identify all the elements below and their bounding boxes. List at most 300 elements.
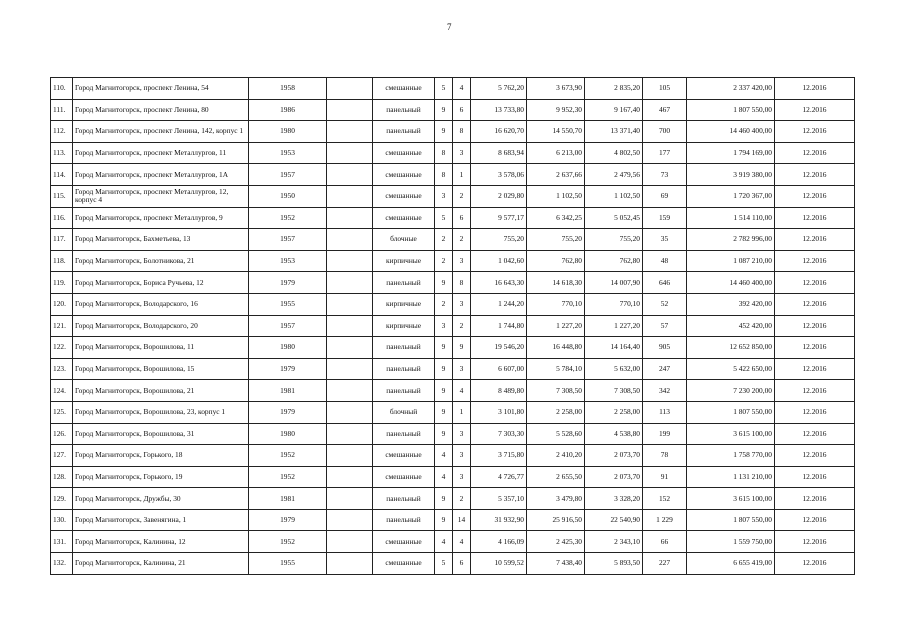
living-area-cell: 2 637,66 [527,164,585,186]
row-number-cell: 113. [51,142,73,164]
table-row [51,250,855,272]
living-area-cell: 1 102,50 [527,185,585,207]
deadline-cell: 12.2016 [775,531,855,553]
residents-cell: 73 [643,164,687,186]
year-built-cell: 1979 [249,509,327,531]
year-built-cell: 1979 [249,401,327,423]
residents-cell: 69 [643,185,687,207]
year-built-cell: 1953 [249,142,327,164]
living-area-cell: 755,20 [527,229,585,251]
living-area-cell: 7 438,40 [527,553,585,575]
total-area-cell: 13 733,80 [471,99,527,121]
floors-cell: 4 [435,445,453,467]
total-area-cell: 4 726,77 [471,466,527,488]
total-area-cell: 8 683,94 [471,142,527,164]
housing-registry-table [50,77,855,575]
entrances-cell: 6 [453,99,471,121]
deadline-cell: 12.2016 [775,553,855,575]
deadline-cell: 12.2016 [775,142,855,164]
entrances-cell: 8 [453,121,471,143]
deadline-cell: 12.2016 [775,488,855,510]
floors-cell: 9 [435,509,453,531]
table-row [51,488,855,510]
deadline-cell: 12.2016 [775,229,855,251]
residents-cell: 177 [643,142,687,164]
row-number-cell: 130. [51,509,73,531]
row-number-cell: 112. [51,121,73,143]
entrances-cell: 4 [453,531,471,553]
entrances-cell: 2 [453,185,471,207]
residential-area-cell: 5 052,45 [585,207,643,229]
deadline-cell: 12.2016 [775,445,855,467]
residential-area-cell: 762,80 [585,250,643,272]
blank-cell [327,293,373,315]
residential-area-cell: 2 835,20 [585,78,643,100]
year-built-cell: 1979 [249,358,327,380]
total-area-cell: 1 042,60 [471,250,527,272]
wall-material-cell: панельный [373,337,435,359]
living-area-cell: 2 425,30 [527,531,585,553]
table-row [51,99,855,121]
year-built-cell: 1955 [249,553,327,575]
entrances-cell: 3 [453,250,471,272]
wall-material-cell: смешанные [373,164,435,186]
floors-cell: 4 [435,531,453,553]
floors-cell: 8 [435,142,453,164]
row-number-cell: 129. [51,488,73,510]
residential-area-cell: 7 308,50 [585,380,643,402]
deadline-cell: 12.2016 [775,164,855,186]
wall-material-cell: смешанные [373,445,435,467]
residents-cell: 57 [643,315,687,337]
deadline-cell: 12.2016 [775,401,855,423]
floors-cell: 9 [435,358,453,380]
residential-area-cell: 14 164,40 [585,337,643,359]
address-cell: Город Магнитогорск, Ворошилова, 31 [73,423,249,445]
living-area-cell: 7 308,50 [527,380,585,402]
deadline-cell: 12.2016 [775,423,855,445]
residents-cell: 152 [643,488,687,510]
residents-cell: 1 229 [643,509,687,531]
table-row [51,272,855,294]
total-area-cell: 8 489,80 [471,380,527,402]
row-number-cell: 132. [51,553,73,575]
row-number-cell: 131. [51,531,73,553]
table-row [51,466,855,488]
total-area-cell: 31 932,90 [471,509,527,531]
residents-cell: 78 [643,445,687,467]
living-area-cell: 16 448,80 [527,337,585,359]
wall-material-cell: кирпичные [373,250,435,272]
deadline-cell: 12.2016 [775,380,855,402]
year-built-cell: 1981 [249,380,327,402]
table-row [51,78,855,100]
residents-cell: 91 [643,466,687,488]
residential-area-cell: 4 802,50 [585,142,643,164]
residents-cell: 247 [643,358,687,380]
floors-cell: 2 [435,250,453,272]
deadline-cell: 12.2016 [775,207,855,229]
deadline-cell: 12.2016 [775,315,855,337]
living-area-cell: 2 258,00 [527,401,585,423]
entrances-cell: 2 [453,229,471,251]
floors-cell: 9 [435,337,453,359]
residents-cell: 700 [643,121,687,143]
blank-cell [327,185,373,207]
cost-cell: 5 422 650,00 [687,358,775,380]
table-body [51,78,855,575]
residential-area-cell: 4 538,80 [585,423,643,445]
entrances-cell: 3 [453,423,471,445]
entrances-cell: 1 [453,164,471,186]
blank-cell [327,488,373,510]
total-area-cell: 3 101,80 [471,401,527,423]
wall-material-cell: кирпичные [373,293,435,315]
deadline-cell: 12.2016 [775,78,855,100]
entrances-cell: 4 [453,380,471,402]
cost-cell: 12 652 850,00 [687,337,775,359]
blank-cell [327,445,373,467]
entrances-cell: 1 [453,401,471,423]
cost-cell: 1 559 750,00 [687,531,775,553]
living-area-cell: 25 916,50 [527,509,585,531]
entrances-cell: 9 [453,337,471,359]
wall-material-cell: панельный [373,358,435,380]
year-built-cell: 1952 [249,207,327,229]
entrances-cell: 14 [453,509,471,531]
year-built-cell: 1980 [249,337,327,359]
living-area-cell: 770,10 [527,293,585,315]
blank-cell [327,358,373,380]
blank-cell [327,380,373,402]
address-cell: Город Магнитогорск, проспект Металлургов, 11 [73,142,249,164]
residential-area-cell: 770,10 [585,293,643,315]
cost-cell: 452 420,00 [687,315,775,337]
address-cell: Город Магнитогорск, проспект Металлургов, 9 [73,207,249,229]
row-number-cell: 124. [51,380,73,402]
address-cell: Город Магнитогорск, Завенягина, 1 [73,509,249,531]
wall-material-cell: панельный [373,509,435,531]
living-area-cell: 5 528,60 [527,423,585,445]
deadline-cell: 12.2016 [775,466,855,488]
living-area-cell: 2 655,50 [527,466,585,488]
table-row [51,315,855,337]
address-cell: Город Магнитогорск, Дружбы, 30 [73,488,249,510]
blank-cell [327,337,373,359]
wall-material-cell: смешанные [373,531,435,553]
living-area-cell: 3 479,80 [527,488,585,510]
residents-cell: 48 [643,250,687,272]
living-area-cell: 5 784,10 [527,358,585,380]
cost-cell: 1 514 110,00 [687,207,775,229]
floors-cell: 9 [435,488,453,510]
floors-cell: 5 [435,553,453,575]
residential-area-cell: 14 007,90 [585,272,643,294]
total-area-cell: 3 578,06 [471,164,527,186]
cost-cell: 1 758 770,00 [687,445,775,467]
entrances-cell: 2 [453,315,471,337]
table-row [51,553,855,575]
residential-area-cell: 755,20 [585,229,643,251]
address-cell: Город Магнитогорск, проспект Ленина, 54 [73,78,249,100]
table-row [51,185,855,207]
cost-cell: 1 807 550,00 [687,509,775,531]
blank-cell [327,99,373,121]
row-number-cell: 125. [51,401,73,423]
residents-cell: 199 [643,423,687,445]
wall-material-cell: смешанные [373,466,435,488]
residents-cell: 113 [643,401,687,423]
living-area-cell: 1 227,20 [527,315,585,337]
blank-cell [327,121,373,143]
living-area-cell: 6 342,25 [527,207,585,229]
deadline-cell: 12.2016 [775,185,855,207]
residents-cell: 52 [643,293,687,315]
cost-cell: 7 230 200,00 [687,380,775,402]
address-cell: Город Магнитогорск, Ворошилова, 15 [73,358,249,380]
row-number-cell: 123. [51,358,73,380]
wall-material-cell: кирпичные [373,315,435,337]
residents-cell: 159 [643,207,687,229]
residents-cell: 105 [643,78,687,100]
address-cell: Город Магнитогорск, Калинина, 12 [73,531,249,553]
row-number-cell: 121. [51,315,73,337]
blank-cell [327,250,373,272]
total-area-cell: 4 166,09 [471,531,527,553]
blank-cell [327,466,373,488]
blank-cell [327,142,373,164]
row-number-cell: 111. [51,99,73,121]
floors-cell: 5 [435,207,453,229]
row-number-cell: 116. [51,207,73,229]
address-cell: Город Магнитогорск, Володарского, 16 [73,293,249,315]
cost-cell: 2 337 420,00 [687,78,775,100]
residential-area-cell: 13 371,40 [585,121,643,143]
residential-area-cell: 5 632,00 [585,358,643,380]
cost-cell: 1 720 367,00 [687,185,775,207]
address-cell: Город Магнитогорск, Болотникова, 21 [73,250,249,272]
year-built-cell: 1957 [249,164,327,186]
cost-cell: 1 794 169,00 [687,142,775,164]
entrances-cell: 6 [453,553,471,575]
floors-cell: 9 [435,99,453,121]
residential-area-cell: 2 258,00 [585,401,643,423]
year-built-cell: 1957 [249,229,327,251]
table-row [51,445,855,467]
deadline-cell: 12.2016 [775,337,855,359]
table-row [51,164,855,186]
entrances-cell: 2 [453,488,471,510]
address-cell: Город Магнитогорск, Горького, 18 [73,445,249,467]
wall-material-cell: панельный [373,121,435,143]
table-row [51,142,855,164]
address-cell: Город Магнитогорск, проспект Металлургов, 12, корпус 4 [73,185,249,207]
row-number-cell: 126. [51,423,73,445]
total-area-cell: 6 607,00 [471,358,527,380]
entrances-cell: 3 [453,142,471,164]
floors-cell: 9 [435,401,453,423]
blank-cell [327,423,373,445]
year-built-cell: 1955 [249,293,327,315]
living-area-cell: 14 550,70 [527,121,585,143]
deadline-cell: 12.2016 [775,293,855,315]
year-built-cell: 1986 [249,99,327,121]
blank-cell [327,229,373,251]
row-number-cell: 128. [51,466,73,488]
total-area-cell: 7 303,30 [471,423,527,445]
cost-cell: 1 807 550,00 [687,99,775,121]
deadline-cell: 12.2016 [775,272,855,294]
table-row [51,401,855,423]
entrances-cell: 3 [453,466,471,488]
residential-area-cell: 2 073,70 [585,445,643,467]
deadline-cell: 12.2016 [775,250,855,272]
living-area-cell: 762,80 [527,250,585,272]
deadline-cell: 12.2016 [775,509,855,531]
residential-area-cell: 9 167,40 [585,99,643,121]
row-number-cell: 117. [51,229,73,251]
wall-material-cell: смешанные [373,185,435,207]
floors-cell: 9 [435,272,453,294]
blank-cell [327,207,373,229]
cost-cell: 1 087 210,00 [687,250,775,272]
blank-cell [327,509,373,531]
total-area-cell: 10 599,52 [471,553,527,575]
cost-cell: 6 655 419,00 [687,553,775,575]
address-cell: Город Магнитогорск, Бориса Ручьева, 12 [73,272,249,294]
year-built-cell: 1979 [249,272,327,294]
total-area-cell: 16 643,30 [471,272,527,294]
total-area-cell: 5 762,20 [471,78,527,100]
cost-cell: 3 919 380,00 [687,164,775,186]
table-row [51,423,855,445]
page-number: 7 [447,22,452,32]
floors-cell: 9 [435,423,453,445]
total-area-cell: 755,20 [471,229,527,251]
cost-cell: 392 420,00 [687,293,775,315]
address-cell: Город Магнитогорск, Калинина, 21 [73,553,249,575]
entrances-cell: 3 [453,358,471,380]
total-area-cell: 3 715,80 [471,445,527,467]
cost-cell: 3 615 100,00 [687,488,775,510]
living-area-cell: 6 213,00 [527,142,585,164]
wall-material-cell: блочный [373,401,435,423]
entrances-cell: 4 [453,78,471,100]
address-cell: Город Магнитогорск, Володарского, 20 [73,315,249,337]
cost-cell: 14 460 400,00 [687,121,775,143]
entrances-cell: 3 [453,445,471,467]
year-built-cell: 1981 [249,488,327,510]
entrances-cell: 3 [453,293,471,315]
cost-cell: 14 460 400,00 [687,272,775,294]
residents-cell: 467 [643,99,687,121]
living-area-cell: 14 618,30 [527,272,585,294]
blank-cell [327,531,373,553]
year-built-cell: 1952 [249,466,327,488]
blank-cell [327,272,373,294]
deadline-cell: 12.2016 [775,121,855,143]
cost-cell: 1 807 550,00 [687,401,775,423]
address-cell: Город Магнитогорск, Ворошилова, 21 [73,380,249,402]
table-row [51,380,855,402]
residential-area-cell: 22 540,90 [585,509,643,531]
table-row [51,293,855,315]
residents-cell: 35 [643,229,687,251]
total-area-cell: 5 357,10 [471,488,527,510]
wall-material-cell: панельный [373,272,435,294]
residents-cell: 227 [643,553,687,575]
residents-cell: 905 [643,337,687,359]
floors-cell: 2 [435,293,453,315]
table-row [51,121,855,143]
address-cell: Город Магнитогорск, Бахметьева, 13 [73,229,249,251]
wall-material-cell: смешанные [373,142,435,164]
residential-area-cell: 2 479,56 [585,164,643,186]
living-area-cell: 3 673,90 [527,78,585,100]
wall-material-cell: панельный [373,488,435,510]
row-number-cell: 120. [51,293,73,315]
floors-cell: 9 [435,380,453,402]
year-built-cell: 1980 [249,121,327,143]
table-row [51,337,855,359]
table-row [51,229,855,251]
row-number-cell: 122. [51,337,73,359]
year-built-cell: 1957 [249,315,327,337]
living-area-cell: 9 952,30 [527,99,585,121]
wall-material-cell: смешанные [373,553,435,575]
year-built-cell: 1950 [249,185,327,207]
table-row [51,207,855,229]
year-built-cell: 1953 [249,250,327,272]
address-cell: Город Магнитогорск, Ворошилова, 11 [73,337,249,359]
row-number-cell: 114. [51,164,73,186]
row-number-cell: 127. [51,445,73,467]
total-area-cell: 16 620,70 [471,121,527,143]
residents-cell: 66 [643,531,687,553]
row-number-cell: 110. [51,78,73,100]
table-row [51,531,855,553]
entrances-cell: 8 [453,272,471,294]
floors-cell: 2 [435,229,453,251]
wall-material-cell: панельный [373,380,435,402]
address-cell: Город Магнитогорск, проспект Ленина, 80 [73,99,249,121]
residents-cell: 342 [643,380,687,402]
address-cell: Город Магнитогорск, проспект Ленина, 142, корпус 1 [73,121,249,143]
year-built-cell: 1980 [249,423,327,445]
blank-cell [327,164,373,186]
address-cell: Город Магнитогорск, Горького, 19 [73,466,249,488]
blank-cell [327,78,373,100]
total-area-cell: 9 577,17 [471,207,527,229]
residential-area-cell: 5 893,50 [585,553,643,575]
floors-cell: 3 [435,185,453,207]
floors-cell: 8 [435,164,453,186]
table-row [51,358,855,380]
living-area-cell: 2 410,20 [527,445,585,467]
wall-material-cell: блочные [373,229,435,251]
residential-area-cell: 3 328,20 [585,488,643,510]
residential-area-cell: 2 343,10 [585,531,643,553]
blank-cell [327,315,373,337]
total-area-cell: 1 244,20 [471,293,527,315]
blank-cell [327,401,373,423]
total-area-cell: 2 029,80 [471,185,527,207]
address-cell: Город Магнитогорск, Ворошилова, 23, корпус 1 [73,401,249,423]
wall-material-cell: смешанные [373,207,435,229]
wall-material-cell: панельный [373,99,435,121]
row-number-cell: 118. [51,250,73,272]
residential-area-cell: 1 227,20 [585,315,643,337]
